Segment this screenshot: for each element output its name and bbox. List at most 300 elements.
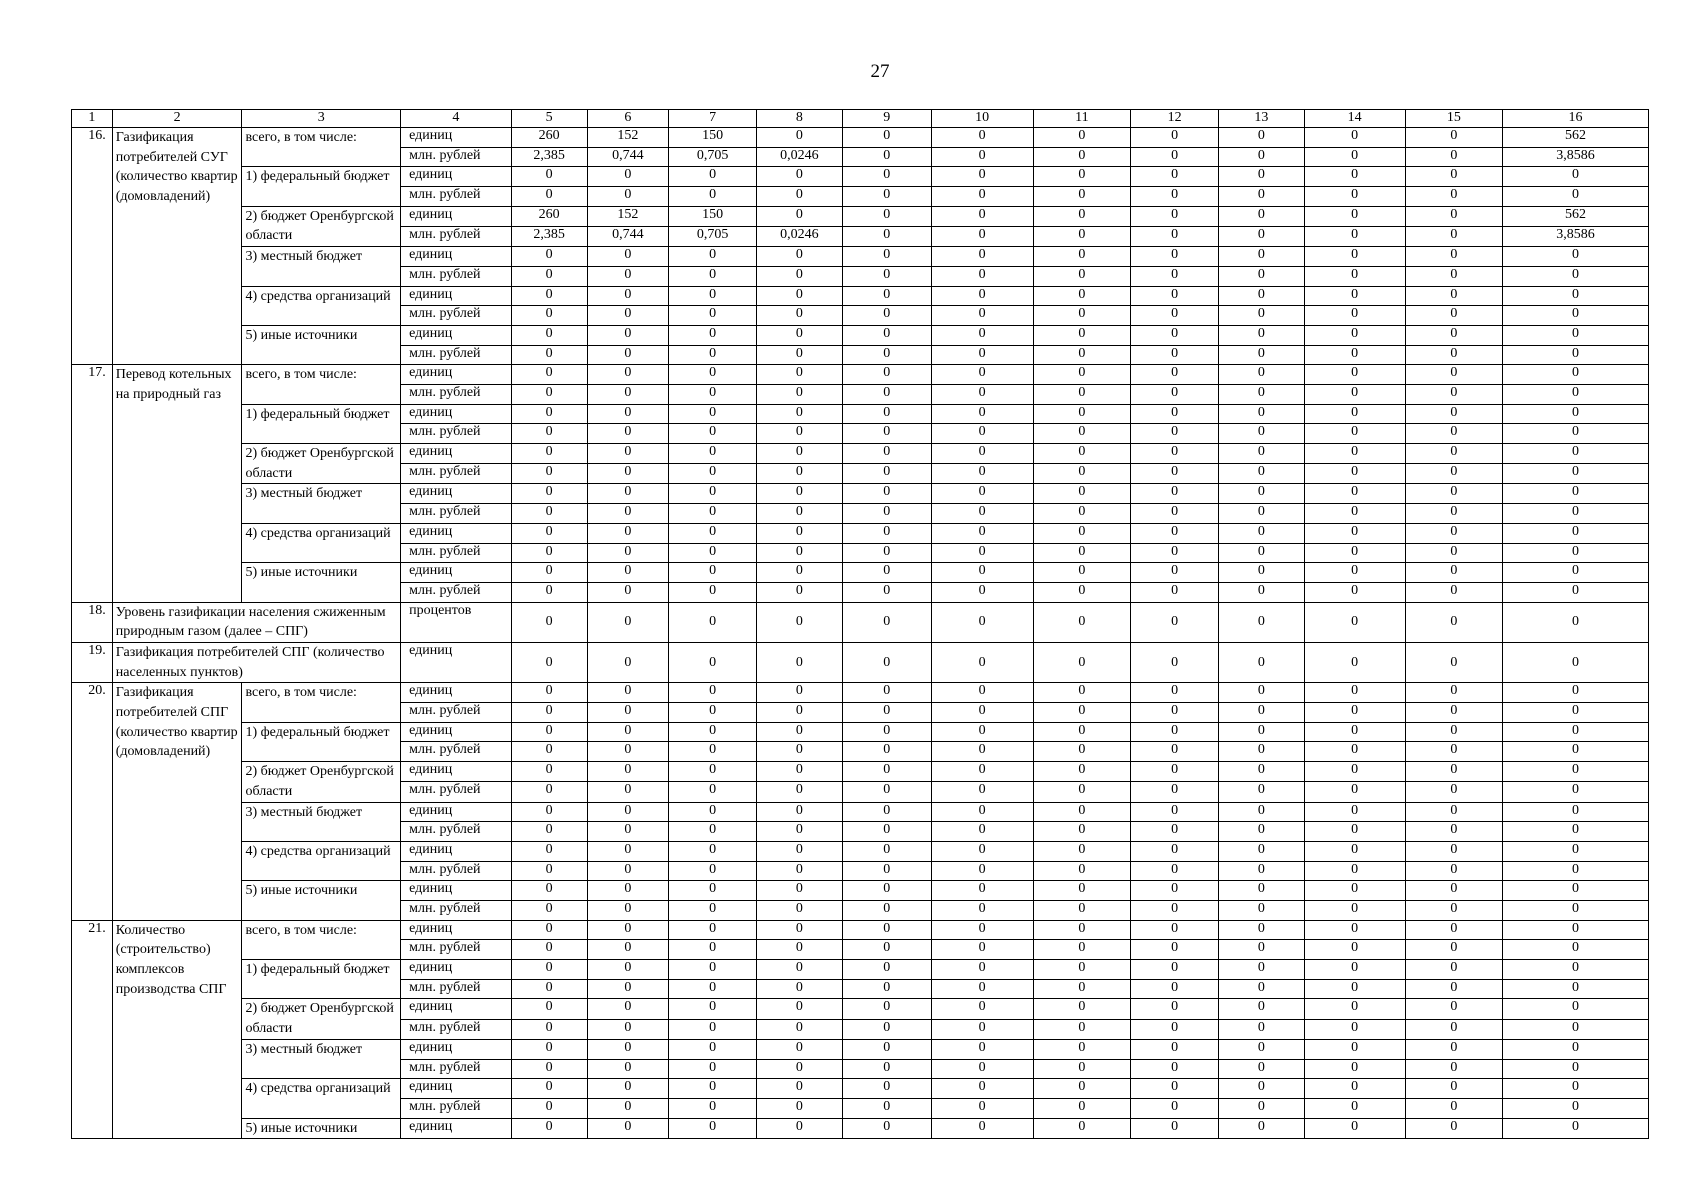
value-cell: 0 xyxy=(757,582,843,602)
value-cell: 0 xyxy=(1219,167,1305,187)
indicator-name: Перевод котельных на природный газ xyxy=(112,365,242,602)
value-cell: 0 xyxy=(511,325,587,345)
value-cell: 0 xyxy=(587,365,668,385)
value-cell: 0 xyxy=(842,147,931,167)
value-cell: 0 xyxy=(1033,226,1131,246)
value-cell: 0 xyxy=(1304,742,1405,762)
value-cell: 0 xyxy=(1304,484,1405,504)
funding-source: 3) местный бюджет xyxy=(242,1039,401,1078)
row-number: 18. xyxy=(72,602,113,642)
value-cell: 0 xyxy=(1131,582,1219,602)
value-cell: 0 xyxy=(1219,683,1305,703)
value-cell: 0 xyxy=(1405,683,1503,703)
value-cell: 0 xyxy=(1219,960,1305,980)
value-cell: 0 xyxy=(757,940,843,960)
funding-source: 1) федеральный бюджет xyxy=(242,167,401,206)
value-cell: 0 xyxy=(1219,703,1305,723)
value-cell: 0 xyxy=(1405,703,1503,723)
value-cell: 0 xyxy=(1131,504,1219,524)
value-cell: 0 xyxy=(1033,822,1131,842)
value-cell: 0 xyxy=(1033,861,1131,881)
value-cell: 0 xyxy=(842,345,931,365)
value-cell: 0 xyxy=(1219,940,1305,960)
value-cell: 0 xyxy=(511,722,587,742)
value-cell: 0 xyxy=(1503,484,1649,504)
value-cell: 0 xyxy=(1219,1079,1305,1099)
value-cell: 0 xyxy=(757,742,843,762)
value-cell: 0 xyxy=(1503,1118,1649,1139)
value-cell: 0 xyxy=(757,247,843,267)
value-cell: 0 xyxy=(1503,979,1649,999)
value-cell: 0 xyxy=(1033,1059,1131,1079)
value-cell: 0 xyxy=(1503,742,1649,762)
value-cell: 0 xyxy=(757,642,843,682)
funding-source: 3) местный бюджет xyxy=(242,802,401,841)
value-cell: 0 xyxy=(669,742,757,762)
value-cell: 0 xyxy=(1033,1098,1131,1118)
table-row xyxy=(72,484,1649,504)
value-cell: 0 xyxy=(757,306,843,326)
value-cell: 0 xyxy=(842,999,931,1019)
value-cell: 0 xyxy=(511,1118,587,1139)
value-cell: 0 xyxy=(511,1019,587,1039)
value-cell: 0 xyxy=(931,384,1033,404)
value-cell: 0 xyxy=(1131,940,1219,960)
value-cell: 0 xyxy=(1131,920,1219,940)
unit-cell: единиц xyxy=(401,404,511,424)
unit-cell: единиц xyxy=(401,563,511,583)
value-cell: 0 xyxy=(1304,464,1405,484)
value-cell: 0 xyxy=(842,306,931,326)
unit-cell: млн. рублей xyxy=(401,861,511,881)
value-cell: 0 xyxy=(1503,940,1649,960)
value-cell: 0 xyxy=(1219,722,1305,742)
value-cell: 2,385 xyxy=(511,147,587,167)
value-cell: 0 xyxy=(842,1098,931,1118)
unit-cell: млн. рублей xyxy=(401,1098,511,1118)
value-cell: 0 xyxy=(931,642,1033,682)
value-cell: 0 xyxy=(1033,762,1131,782)
value-cell: 0 xyxy=(1503,1039,1649,1059)
value-cell: 0 xyxy=(1219,424,1305,444)
value-cell: 0 xyxy=(1131,424,1219,444)
value-cell: 0 xyxy=(842,861,931,881)
value-cell: 0 xyxy=(1405,206,1503,226)
value-cell: 0 xyxy=(931,1019,1033,1039)
value-cell: 0 xyxy=(842,920,931,940)
unit-cell: единиц xyxy=(401,206,511,226)
value-cell: 0 xyxy=(511,444,587,464)
value-cell: 0 xyxy=(587,1019,668,1039)
value-cell: 0 xyxy=(757,404,843,424)
value-cell: 562 xyxy=(1503,128,1649,148)
value-cell: 0 xyxy=(1304,226,1405,246)
value-cell: 0 xyxy=(1405,782,1503,802)
value-cell: 0 xyxy=(931,742,1033,762)
header-cell: 14 xyxy=(1304,110,1405,128)
value-cell: 0 xyxy=(669,187,757,207)
value-cell: 0 xyxy=(757,484,843,504)
value-cell: 0 xyxy=(1405,822,1503,842)
header-cell: 10 xyxy=(931,110,1033,128)
value-cell: 0 xyxy=(1503,247,1649,267)
value-cell: 0 xyxy=(757,1039,843,1059)
value-cell: 0 xyxy=(1405,345,1503,365)
value-cell: 3,8586 xyxy=(1503,226,1649,246)
value-cell: 0 xyxy=(757,325,843,345)
value-cell: 0 xyxy=(842,582,931,602)
value-cell: 0 xyxy=(1405,404,1503,424)
value-cell: 0 xyxy=(511,1059,587,1079)
value-cell: 0 xyxy=(757,1118,843,1139)
value-cell: 0 xyxy=(1304,782,1405,802)
value-cell: 0 xyxy=(669,484,757,504)
value-cell: 0 xyxy=(587,683,668,703)
unit-cell: единиц xyxy=(401,683,511,703)
value-cell: 0 xyxy=(1033,999,1131,1019)
value-cell: 0 xyxy=(587,444,668,464)
header-cell: 1 xyxy=(72,110,113,128)
value-cell: 0 xyxy=(1131,128,1219,148)
value-cell: 0 xyxy=(1405,602,1503,642)
value-cell: 0 xyxy=(587,582,668,602)
value-cell: 0 xyxy=(1405,999,1503,1019)
value-cell: 0 xyxy=(669,1019,757,1039)
header-cell: 3 xyxy=(242,110,401,128)
value-cell: 0 xyxy=(1503,345,1649,365)
value-cell: 0 xyxy=(587,940,668,960)
value-cell: 0 xyxy=(842,683,931,703)
value-cell: 0 xyxy=(1405,1019,1503,1039)
indicators-table xyxy=(71,109,1649,1139)
value-cell: 0 xyxy=(1033,841,1131,861)
value-cell: 0 xyxy=(931,325,1033,345)
value-cell: 0 xyxy=(1503,1059,1649,1079)
value-cell: 0 xyxy=(1219,444,1305,464)
value-cell: 0 xyxy=(1033,582,1131,602)
value-cell: 0 xyxy=(511,841,587,861)
value-cell: 0 xyxy=(1033,167,1131,187)
value-cell: 0 xyxy=(511,187,587,207)
value-cell: 0 xyxy=(511,602,587,642)
value-cell: 0 xyxy=(1405,1098,1503,1118)
value-cell: 0 xyxy=(587,642,668,682)
value-cell: 0 xyxy=(669,841,757,861)
value-cell: 0 xyxy=(1131,226,1219,246)
value-cell: 0 xyxy=(511,266,587,286)
table-row xyxy=(72,444,1649,464)
funding-source: 2) бюджет Оренбургской области xyxy=(242,999,401,1039)
value-cell: 0 xyxy=(669,424,757,444)
value-cell: 0 xyxy=(1219,582,1305,602)
unit-cell: единиц xyxy=(401,444,511,464)
header-cell: 13 xyxy=(1219,110,1305,128)
value-cell: 0 xyxy=(1131,642,1219,682)
value-cell: 0 xyxy=(842,742,931,762)
unit-cell: единиц xyxy=(401,960,511,980)
value-cell: 0 xyxy=(1131,1039,1219,1059)
value-cell: 0 xyxy=(931,703,1033,723)
value-cell: 0 xyxy=(931,841,1033,861)
unit-cell: млн. рублей xyxy=(401,226,511,246)
value-cell: 0 xyxy=(842,187,931,207)
value-cell: 0 xyxy=(757,444,843,464)
value-cell: 0 xyxy=(587,841,668,861)
value-cell: 0 xyxy=(1304,940,1405,960)
funding-source: 5) иные источники xyxy=(242,881,401,920)
value-cell: 0 xyxy=(587,504,668,524)
value-cell: 0 xyxy=(842,523,931,543)
value-cell: 0 xyxy=(1304,1079,1405,1099)
value-cell: 0,705 xyxy=(669,147,757,167)
value-cell: 0 xyxy=(1219,464,1305,484)
funding-source: 2) бюджет Оренбургской области xyxy=(242,206,401,246)
value-cell: 0 xyxy=(757,1079,843,1099)
value-cell: 0 xyxy=(1503,543,1649,563)
value-cell: 0 xyxy=(511,286,587,306)
value-cell: 0 xyxy=(669,940,757,960)
value-cell: 0 xyxy=(1033,940,1131,960)
value-cell: 0 xyxy=(842,1019,931,1039)
table-row xyxy=(72,1039,1649,1059)
table-row xyxy=(72,881,1649,901)
value-cell: 0 xyxy=(757,523,843,543)
value-cell: 0 xyxy=(842,247,931,267)
table-row xyxy=(72,920,1649,940)
value-cell: 0 xyxy=(757,861,843,881)
value-cell: 0 xyxy=(511,642,587,682)
value-cell: 0 xyxy=(757,286,843,306)
value-cell: 0 xyxy=(669,543,757,563)
value-cell: 0 xyxy=(669,822,757,842)
value-cell: 0 xyxy=(1405,464,1503,484)
value-cell: 0 xyxy=(1503,424,1649,444)
value-cell: 0 xyxy=(1503,642,1649,682)
value-cell: 0 xyxy=(511,464,587,484)
unit-cell: единиц xyxy=(401,167,511,187)
value-cell: 0 xyxy=(511,345,587,365)
value-cell: 0 xyxy=(511,543,587,563)
value-cell: 0 xyxy=(1131,306,1219,326)
value-cell: 0,705 xyxy=(669,226,757,246)
unit-cell: млн. рублей xyxy=(401,940,511,960)
value-cell: 0 xyxy=(511,802,587,822)
unit-cell: млн. рублей xyxy=(401,900,511,920)
value-cell: 0 xyxy=(757,345,843,365)
value-cell: 0 xyxy=(587,464,668,484)
value-cell: 0 xyxy=(1219,306,1305,326)
value-cell: 0 xyxy=(842,822,931,842)
value-cell: 562 xyxy=(1503,206,1649,226)
value-cell: 0 xyxy=(1033,345,1131,365)
value-cell: 0 xyxy=(1033,147,1131,167)
unit-cell: млн. рублей xyxy=(401,306,511,326)
value-cell: 0 xyxy=(1304,325,1405,345)
value-cell: 0 xyxy=(1033,247,1131,267)
value-cell: 0 xyxy=(587,404,668,424)
unit-cell: единиц xyxy=(401,722,511,742)
value-cell: 0 xyxy=(1405,1059,1503,1079)
value-cell: 0 xyxy=(511,1079,587,1099)
value-cell: 0 xyxy=(842,1039,931,1059)
value-cell: 0 xyxy=(1304,365,1405,385)
value-cell: 0 xyxy=(587,247,668,267)
value-cell: 0 xyxy=(1405,762,1503,782)
value-cell: 0 xyxy=(1503,602,1649,642)
value-cell: 0 xyxy=(1131,187,1219,207)
unit-cell: единиц xyxy=(401,484,511,504)
value-cell: 0 xyxy=(842,543,931,563)
value-cell: 0 xyxy=(1503,523,1649,543)
funding-source: 4) средства организаций xyxy=(242,841,401,880)
value-cell: 0 xyxy=(511,523,587,543)
value-cell: 0 xyxy=(1304,266,1405,286)
value-cell: 0 xyxy=(1131,247,1219,267)
value-cell: 0 xyxy=(931,444,1033,464)
value-cell: 0 xyxy=(1405,920,1503,940)
unit-cell: единиц xyxy=(401,523,511,543)
header-cell: 4 xyxy=(401,110,511,128)
value-cell: 0,0246 xyxy=(757,147,843,167)
value-cell: 0 xyxy=(1219,802,1305,822)
unit-cell: млн. рублей xyxy=(401,384,511,404)
value-cell: 0 xyxy=(1033,1118,1131,1139)
value-cell: 0 xyxy=(669,1059,757,1079)
value-cell: 0 xyxy=(1304,167,1405,187)
value-cell: 0 xyxy=(842,286,931,306)
value-cell: 0 xyxy=(587,782,668,802)
value-cell: 0 xyxy=(1503,404,1649,424)
value-cell: 0 xyxy=(1405,742,1503,762)
value-cell: 0 xyxy=(1503,187,1649,207)
value-cell: 0 xyxy=(587,802,668,822)
value-cell: 0 xyxy=(1405,247,1503,267)
value-cell: 0 xyxy=(1503,1019,1649,1039)
value-cell: 0 xyxy=(1131,1118,1219,1139)
value-cell: 0 xyxy=(1405,563,1503,583)
value-cell: 0 xyxy=(931,881,1033,901)
value-cell: 0 xyxy=(669,504,757,524)
funding-source: 2) бюджет Оренбургской области xyxy=(242,444,401,484)
value-cell: 0 xyxy=(669,444,757,464)
value-cell: 0 xyxy=(1219,841,1305,861)
value-cell: 0,744 xyxy=(587,147,668,167)
header-cell: 11 xyxy=(1033,110,1131,128)
value-cell: 0 xyxy=(587,563,668,583)
value-cell: 0 xyxy=(931,602,1033,642)
value-cell: 0 xyxy=(587,822,668,842)
value-cell: 0 xyxy=(1131,602,1219,642)
value-cell: 0 xyxy=(1503,444,1649,464)
value-cell: 0 xyxy=(1131,1019,1219,1039)
value-cell: 0 xyxy=(511,563,587,583)
unit-cell: млн. рублей xyxy=(401,187,511,207)
value-cell: 0 xyxy=(1304,563,1405,583)
value-cell: 0 xyxy=(842,703,931,723)
value-cell: 0 xyxy=(931,523,1033,543)
value-cell: 0 xyxy=(511,881,587,901)
value-cell: 260 xyxy=(511,206,587,226)
value-cell: 0 xyxy=(757,602,843,642)
value-cell: 0 xyxy=(1405,802,1503,822)
value-cell: 0 xyxy=(1304,900,1405,920)
value-cell: 0 xyxy=(587,1098,668,1118)
value-cell: 0 xyxy=(1131,979,1219,999)
value-cell: 0 xyxy=(757,464,843,484)
value-cell: 0 xyxy=(1405,424,1503,444)
value-cell: 0 xyxy=(757,187,843,207)
value-cell: 0 xyxy=(931,1118,1033,1139)
value-cell: 0 xyxy=(669,563,757,583)
value-cell: 0 xyxy=(669,306,757,326)
table-row xyxy=(72,523,1649,543)
value-cell: 0 xyxy=(1405,306,1503,326)
value-cell: 0 xyxy=(842,722,931,742)
funding-source: 5) иные источники xyxy=(242,563,401,602)
value-cell: 0 xyxy=(1131,325,1219,345)
value-cell: 0 xyxy=(1033,444,1131,464)
value-cell: 0 xyxy=(1503,782,1649,802)
table-row xyxy=(72,247,1649,267)
value-cell: 0 xyxy=(511,582,587,602)
value-cell: 0 xyxy=(1304,404,1405,424)
value-cell: 0 xyxy=(1405,940,1503,960)
value-cell: 0 xyxy=(1033,742,1131,762)
value-cell: 152 xyxy=(587,206,668,226)
value-cell: 0 xyxy=(757,822,843,842)
value-cell: 0 xyxy=(1503,464,1649,484)
value-cell: 0 xyxy=(1304,920,1405,940)
unit-cell: млн. рублей xyxy=(401,504,511,524)
value-cell: 0 xyxy=(511,365,587,385)
value-cell: 0 xyxy=(669,881,757,901)
value-cell: 0 xyxy=(1033,900,1131,920)
value-cell: 0 xyxy=(1219,1059,1305,1079)
unit-cell: млн. рублей xyxy=(401,464,511,484)
value-cell: 0 xyxy=(511,167,587,187)
value-cell: 0 xyxy=(587,722,668,742)
value-cell: 0 xyxy=(669,1118,757,1139)
value-cell: 0 xyxy=(757,920,843,940)
value-cell: 0 xyxy=(931,464,1033,484)
table-row xyxy=(72,128,1649,148)
unit-cell: млн. рублей xyxy=(401,582,511,602)
value-cell: 0 xyxy=(757,703,843,723)
value-cell: 0,0246 xyxy=(757,226,843,246)
value-cell: 0 xyxy=(1304,582,1405,602)
value-cell: 0 xyxy=(669,266,757,286)
value-cell: 0 xyxy=(1304,703,1405,723)
value-cell: 0 xyxy=(1304,1098,1405,1118)
value-cell: 0 xyxy=(1405,523,1503,543)
value-cell: 0 xyxy=(1033,602,1131,642)
value-cell: 0 xyxy=(587,286,668,306)
value-cell: 0 xyxy=(931,306,1033,326)
value-cell: 0 xyxy=(931,187,1033,207)
value-cell: 0 xyxy=(1304,642,1405,682)
value-cell: 0 xyxy=(1033,1019,1131,1039)
page-number: 27 xyxy=(870,61,890,82)
value-cell: 0 xyxy=(1033,523,1131,543)
value-cell: 0 xyxy=(1405,1039,1503,1059)
funding-source: 4) средства организаций xyxy=(242,523,401,562)
value-cell: 0 xyxy=(1131,999,1219,1019)
value-cell: 0 xyxy=(1503,920,1649,940)
value-cell: 0 xyxy=(1131,722,1219,742)
value-cell: 0 xyxy=(1304,841,1405,861)
value-cell: 0 xyxy=(931,504,1033,524)
value-cell: 0 xyxy=(1033,128,1131,148)
